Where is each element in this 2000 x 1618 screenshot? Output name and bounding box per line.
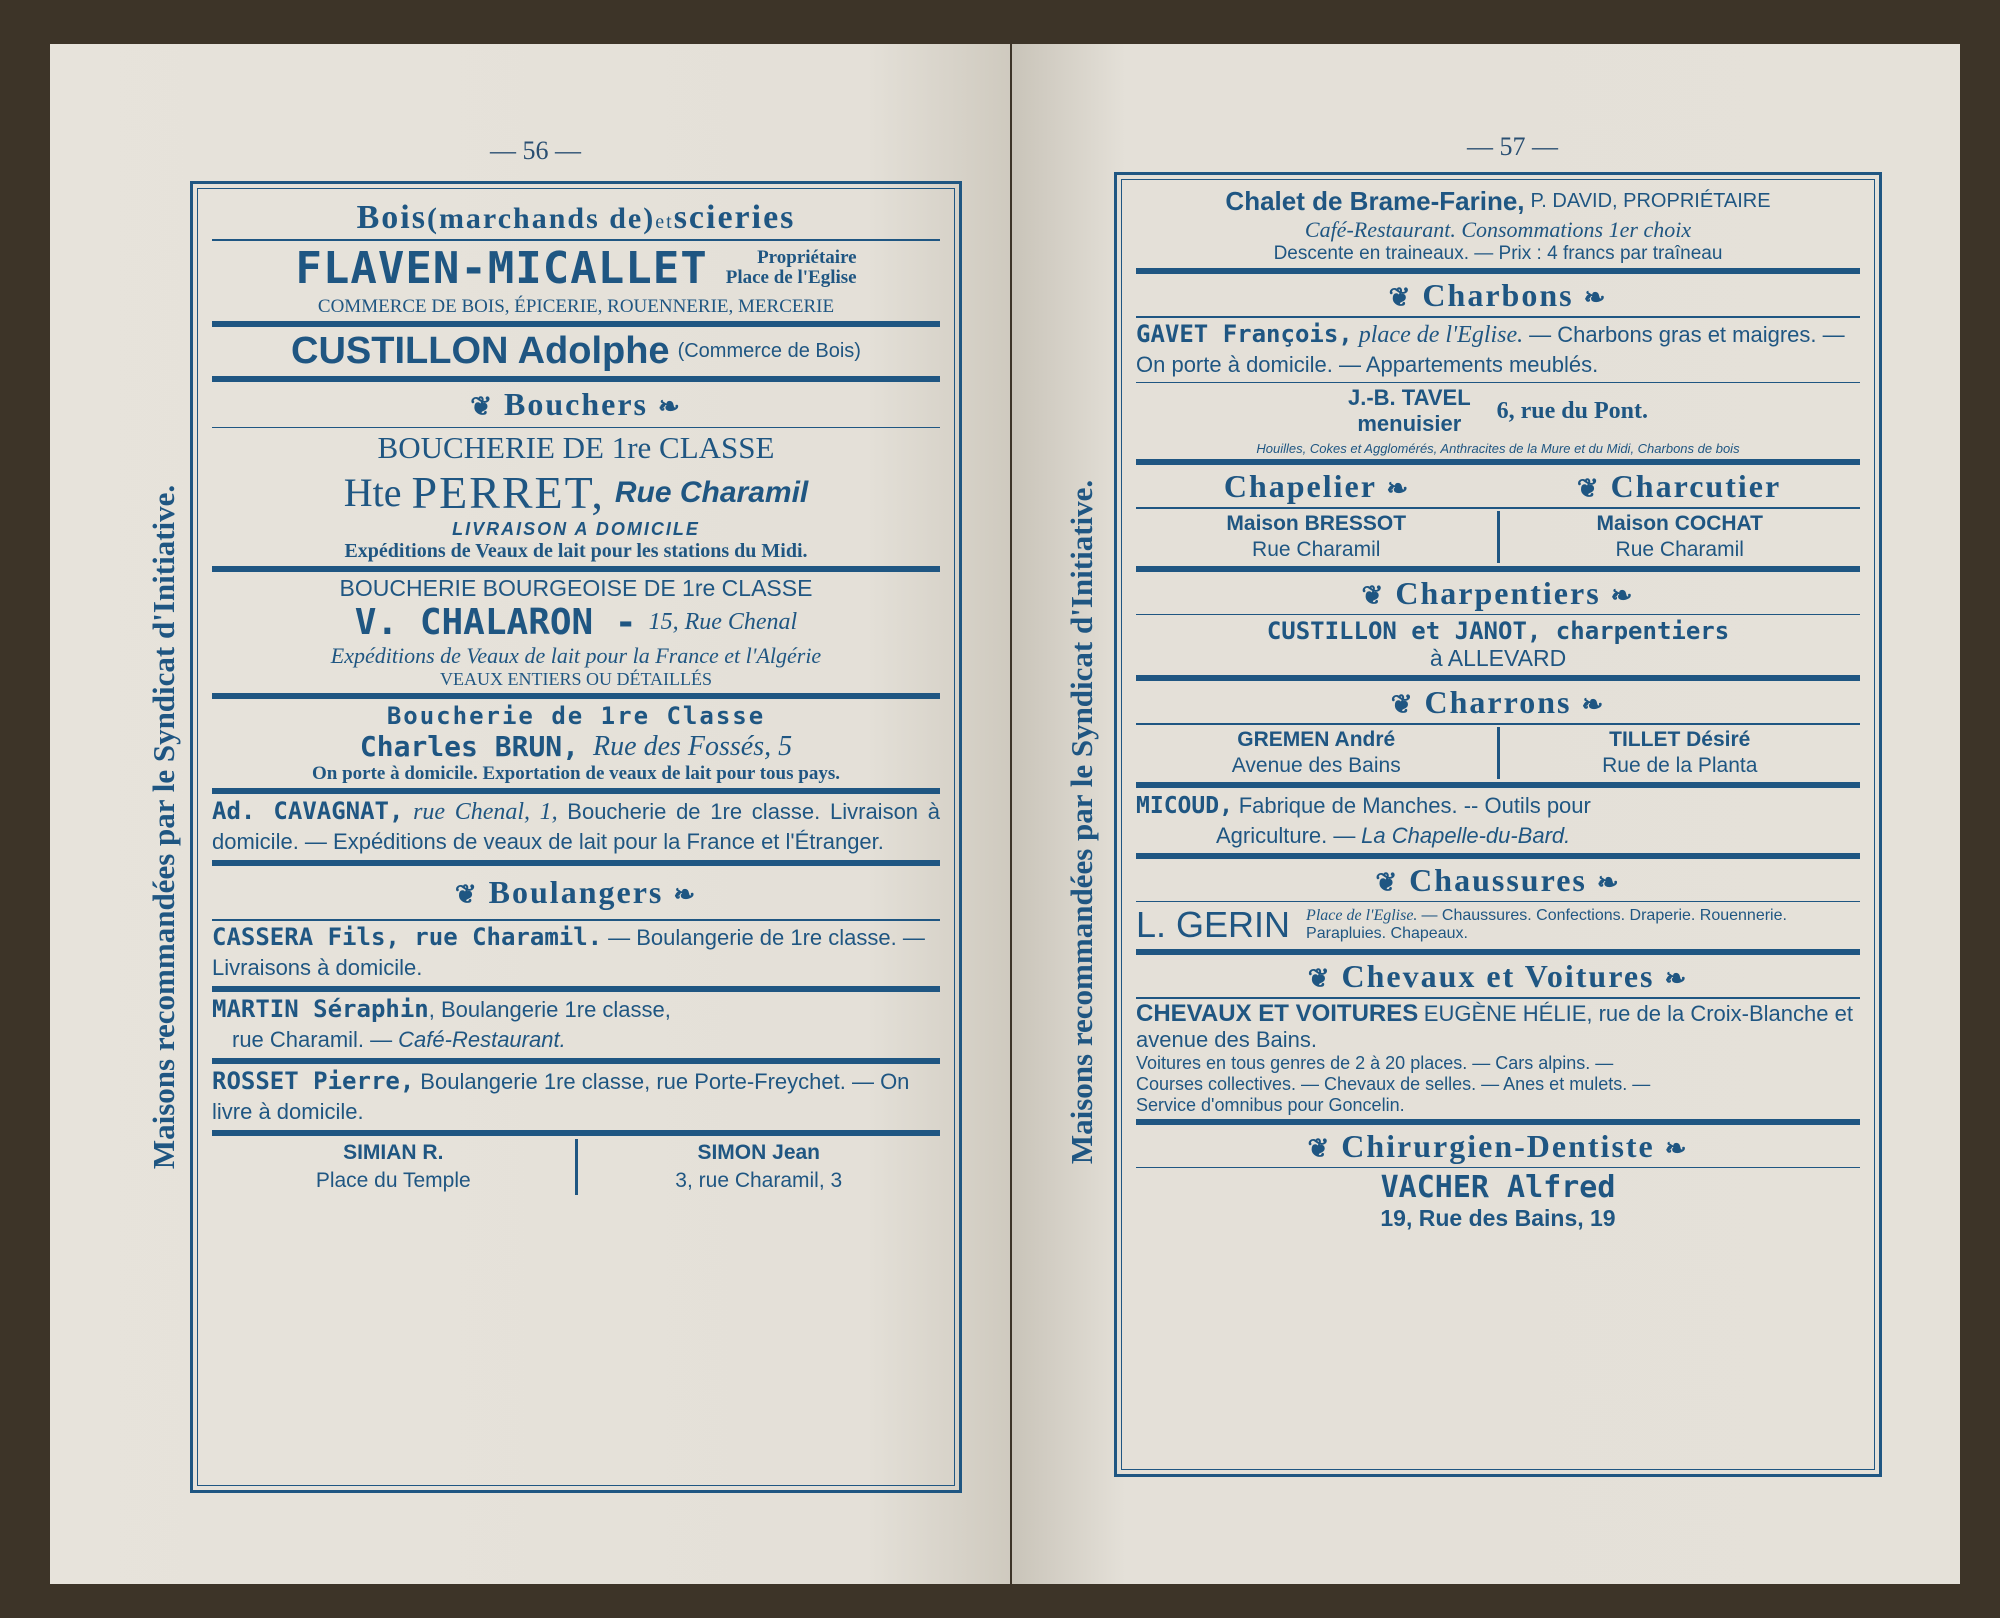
micoud-place: La Chapelle-du-Bard. [1361,822,1571,848]
perret-prefix: Hte [343,470,402,515]
ornament-right-icon: ❧ [1581,690,1606,719]
advert-frame [1114,172,1882,1477]
rule [1136,997,1860,999]
boulangers-label: Boulangers [488,874,664,910]
section-title-dentiste [1136,1128,1860,1165]
chevaux-label: Chevaux et Voitures [1341,958,1655,994]
gerin-text: — Chaussures. Confections. Draperie. Rouennerie. Parapluies. Chapeaux. [1306,907,1787,942]
brun-addr: Rue des Fossés, 5 [593,730,793,762]
chalet-owner: P. DAVID, PROPRIÉTAIRE [1530,190,1771,212]
bressot-name: Maison BRESSOT [1226,511,1407,535]
rule [1136,459,1860,465]
rosset-name: ROSSET Pierre, [212,1066,415,1095]
ornament-right-icon: ❧ [673,880,698,909]
chalaron-line2: VEAUX ENTIERS OU DÉTAILLÉS [439,669,713,689]
custillon-janot-line1: CUSTILLON et JANOT, charpentiers [1266,617,1730,645]
simian-name: SIMIAN R. [343,1140,444,1164]
rule [212,566,940,572]
charcutier-label: Charcutier [1610,468,1782,504]
chalet-line2: Descente en traineaux. — Prix : 4 francs par traîneau [1273,243,1723,264]
gremen-name: GREMEN André [1237,727,1396,751]
bressot-cochat-row [1136,511,1860,563]
gerin-name: L. GERIN [1136,904,1291,945]
chalet-name: Chalet de Brame-Farine, [1225,186,1525,216]
rule [1136,723,1860,725]
rule [1136,566,1860,572]
cochat-addr: Rue Charamil [1615,537,1744,561]
chalaron-entry [212,602,940,643]
ornament-right-icon: ❧ [1664,964,1689,993]
section-title-charbons [1136,277,1860,314]
section-title-chaussures [1136,862,1860,899]
tillet-name: TILLET Désiré [1609,727,1751,751]
rosset-text: Boulangerie 1re classe, rue Porte-Freychet. — On livre à domicile. [212,1068,910,1124]
micoud-text: Fabrique de Manches. -- Outils pour [1238,792,1591,818]
rule [212,376,940,382]
title-marchands: (marchands de) [426,202,656,235]
helie-line1: Voitures en tous genres de 2 à 20 places. — Cars alpins. — [1136,1052,1614,1073]
ornament-left-icon: ❦ [1361,580,1386,610]
simian-entry [212,1139,575,1195]
perret-line2: Expéditions de Veaux de lait pour les stations du Midi. [344,540,808,562]
cavagnat-addr: rue Chenal, 1, [413,799,558,825]
rule [212,919,940,921]
gremen-addr: Avenue des Bains [1231,753,1401,777]
chalet-line1: Café-Restaurant. Consommations 1er choix [1304,217,1692,242]
helie-head: CHEVAUX ET VOITURES [1136,999,1419,1027]
ornament-right-icon: ❧ [1596,867,1621,897]
dentiste-label: Chirurgien-Dentiste [1341,1127,1655,1164]
chalaron-head: BOUCHERIE BOURGEOISE DE 1re CLASSE [339,575,813,601]
rule [212,693,940,699]
vacher-name: VACHER Alfred [1380,1170,1616,1205]
martin-name: MARTIN Séraphin [212,994,429,1023]
title-et: et [655,211,674,233]
cavagnat-name: Ad. CAVAGNAT, [212,797,404,825]
section-title-bois [212,199,940,237]
martin-entry [212,995,940,1055]
bouchers-label: Bouchers [504,385,648,422]
right-page [1012,44,1960,1584]
ornament-right-icon: ❧ [1664,1133,1689,1163]
rule [212,239,940,241]
tillet-addr: Rue de la Planta [1602,753,1758,777]
rule [1136,1119,1860,1125]
helie-details [1136,1053,1860,1116]
title-scieries: scieries [673,199,796,236]
rule [1136,1167,1860,1169]
page-number: — 57 — [1467,132,1558,161]
cavagnat-text: Boucherie de 1re classe. Livraison à domicile. — Expéditions de veaux de lait pour la France et l'Étranger. [212,799,941,854]
cochat-name: Maison COCHAT [1596,511,1763,535]
brun-line: On porte à domicile. Exportation de veaux de lait pour tous pays. [312,763,840,784]
martin-italic: Café-Restaurant. [398,1026,566,1052]
rule [212,986,940,992]
custillon-entry [212,330,940,373]
martin-text: , Boulangerie 1re classe, [428,996,671,1022]
helie-line2: Courses collectives. — Chevaux de selles. — Anes et mulets. — [1136,1073,1651,1094]
advert-frame-inner [197,188,955,1486]
charbons-label: Charbons [1422,277,1574,313]
book-spread [50,44,1960,1584]
gerin-entry [1136,904,1860,946]
cassera-text: — Boulangerie de 1re classe. — Livraisons à domicile. [212,924,925,980]
rule [1136,675,1860,681]
rule [212,427,940,429]
perret-name: PERRET, [411,467,605,518]
tavel-role: menuisier [1357,411,1462,436]
rule [1136,949,1860,955]
rule [1136,268,1860,274]
gerin-place: Place de l'Eglise. [1306,907,1418,924]
section-title-charpentiers [1136,575,1860,612]
rule [212,321,940,327]
rule [1136,853,1860,859]
gavet-entry [1136,320,1860,380]
chaussures-label: Chaussures [1409,861,1587,898]
helie-line3: Service d'omnibus pour Goncelin. [1136,1094,1405,1115]
brun-head: Boucherie de 1re Classe [386,702,766,730]
micoud-name: MICOUD, [1136,792,1233,819]
rule [212,1130,940,1136]
tavel-entry [1136,385,1860,437]
custillon-note: (Commerce de Bois) [677,339,861,362]
ornament-left-icon: ❦ [1307,964,1332,993]
ornament-right-icon: ❧ [1583,283,1608,312]
chalaron-addr: 15, Rue Chenal [648,609,798,635]
rosset-entry [212,1067,940,1127]
rule [212,1058,940,1064]
perret-line1: LIVRAISON A DOMICILE [452,519,700,539]
rule [1136,614,1860,616]
ornament-left-icon: ❦ [470,391,494,421]
rule [1136,382,1860,384]
rule [1136,901,1860,903]
ornament-left-icon: ❦ [1375,867,1400,897]
chalaron-name: V. CHALARON - [354,602,637,643]
title-bois: Bois [356,199,427,236]
perret-head: BOUCHERIE DE 1re CLASSE [377,430,775,465]
chalaron-line1: Expéditions de Veaux de lait pour la France et l'Algérie [330,643,822,668]
chalet-entry [1136,186,1860,217]
simian-simon-row [212,1139,940,1195]
section-title-chevaux [1136,958,1860,995]
advert-frame-inner [1121,179,1875,1470]
perret-entry [212,466,940,519]
gremen-tillet-row [1136,727,1860,779]
ornament-right-icon: ❧ [658,391,682,421]
section-title-charrons [1136,684,1860,721]
custillon-janot-line2: à ALLEVARD [1429,645,1567,671]
rule [1136,782,1860,788]
gavet-place: place de l'Eglise. [1358,321,1524,348]
flaven-place: Place de l'Eglise [725,267,857,288]
ornament-left-icon: ❦ [1576,474,1601,503]
brun-entry [212,730,940,763]
ornament-left-icon: ❦ [1390,690,1415,719]
simon-entry [578,1139,941,1195]
bressot-addr: Rue Charamil [1252,537,1381,561]
helie-name: EUGÈNE HÉLIE, rue de la Croix-Blanche et avenue des Bains. [1136,1000,1853,1052]
flaven-entry [212,243,940,294]
cassera-name: CASSERA Fils, rue Charamil. [212,922,603,951]
micoud-text2: Agriculture. — [1216,822,1356,848]
vertical-caption: Maisons recommandées par le Syndicat d'Initiative. [146,484,181,1170]
rule [212,788,940,794]
charrons-label: Charrons [1424,684,1572,720]
cassera-entry [212,923,940,983]
page-number: — 56 — [490,136,581,165]
ornament-right-icon: ❧ [1386,474,1411,503]
charpentiers-label: Charpentiers [1395,574,1601,611]
tavel-name: J.-B. TAVEL [1348,385,1471,410]
ornament-right-icon: ❧ [1610,580,1635,610]
section-title-chapelier-charcutier [1136,468,1860,505]
left-page [50,44,1010,1584]
simian-addr: Place du Temple [315,1168,471,1192]
micoud-entry [1136,791,1860,850]
cavagnat-entry [212,797,940,857]
helie-entry [1136,1001,1860,1053]
custillon-name: CUSTILLON Adolphe [291,329,670,372]
flaven-name: FLAVEN-MICALLET [295,242,708,294]
rule [212,860,940,866]
section-title-boulangers [212,874,940,911]
vacher-addr: 19, Rue des Bains, 19 [1380,1205,1616,1231]
martin-text2: rue Charamil. — [232,1026,393,1052]
ornament-left-icon: ❦ [454,880,479,909]
section-title-bouchers [212,386,940,423]
gavet-name: GAVET François, [1136,319,1353,348]
brun-name: Charles BRUN, [359,730,580,763]
ornament-left-icon: ❦ [1307,1133,1332,1163]
ornament-left-icon: ❦ [1388,283,1413,312]
tavel-addr: 6, rue du Pont. [1496,397,1648,424]
flaven-line: COMMERCE DE BOIS, ÉPICERIE, ROUENNERIE, MERCERIE [317,295,835,317]
gavet-text: — Charbons gras et maigres. — On porte à domicile. — Appartements meublés. [1136,321,1845,377]
rule [1136,316,1860,318]
vertical-caption: Maisons recommandées par le Syndicat d'Initiative. [1064,479,1099,1165]
advert-frame [190,181,962,1493]
rule [1136,507,1860,509]
chapelier-label: Chapelier [1223,468,1377,504]
perret-addr: Rue Charamil [614,475,809,509]
simon-addr: 3, rue Charamil, 3 [675,1168,843,1192]
simon-name: SIMON Jean [697,1140,821,1164]
flaven-role: Propriétaire [757,247,857,268]
tavel-line: Houilles, Cokes et Agglomérés, Anthracites de la Mure et du Midi, Charbons de bois [1256,441,1740,456]
